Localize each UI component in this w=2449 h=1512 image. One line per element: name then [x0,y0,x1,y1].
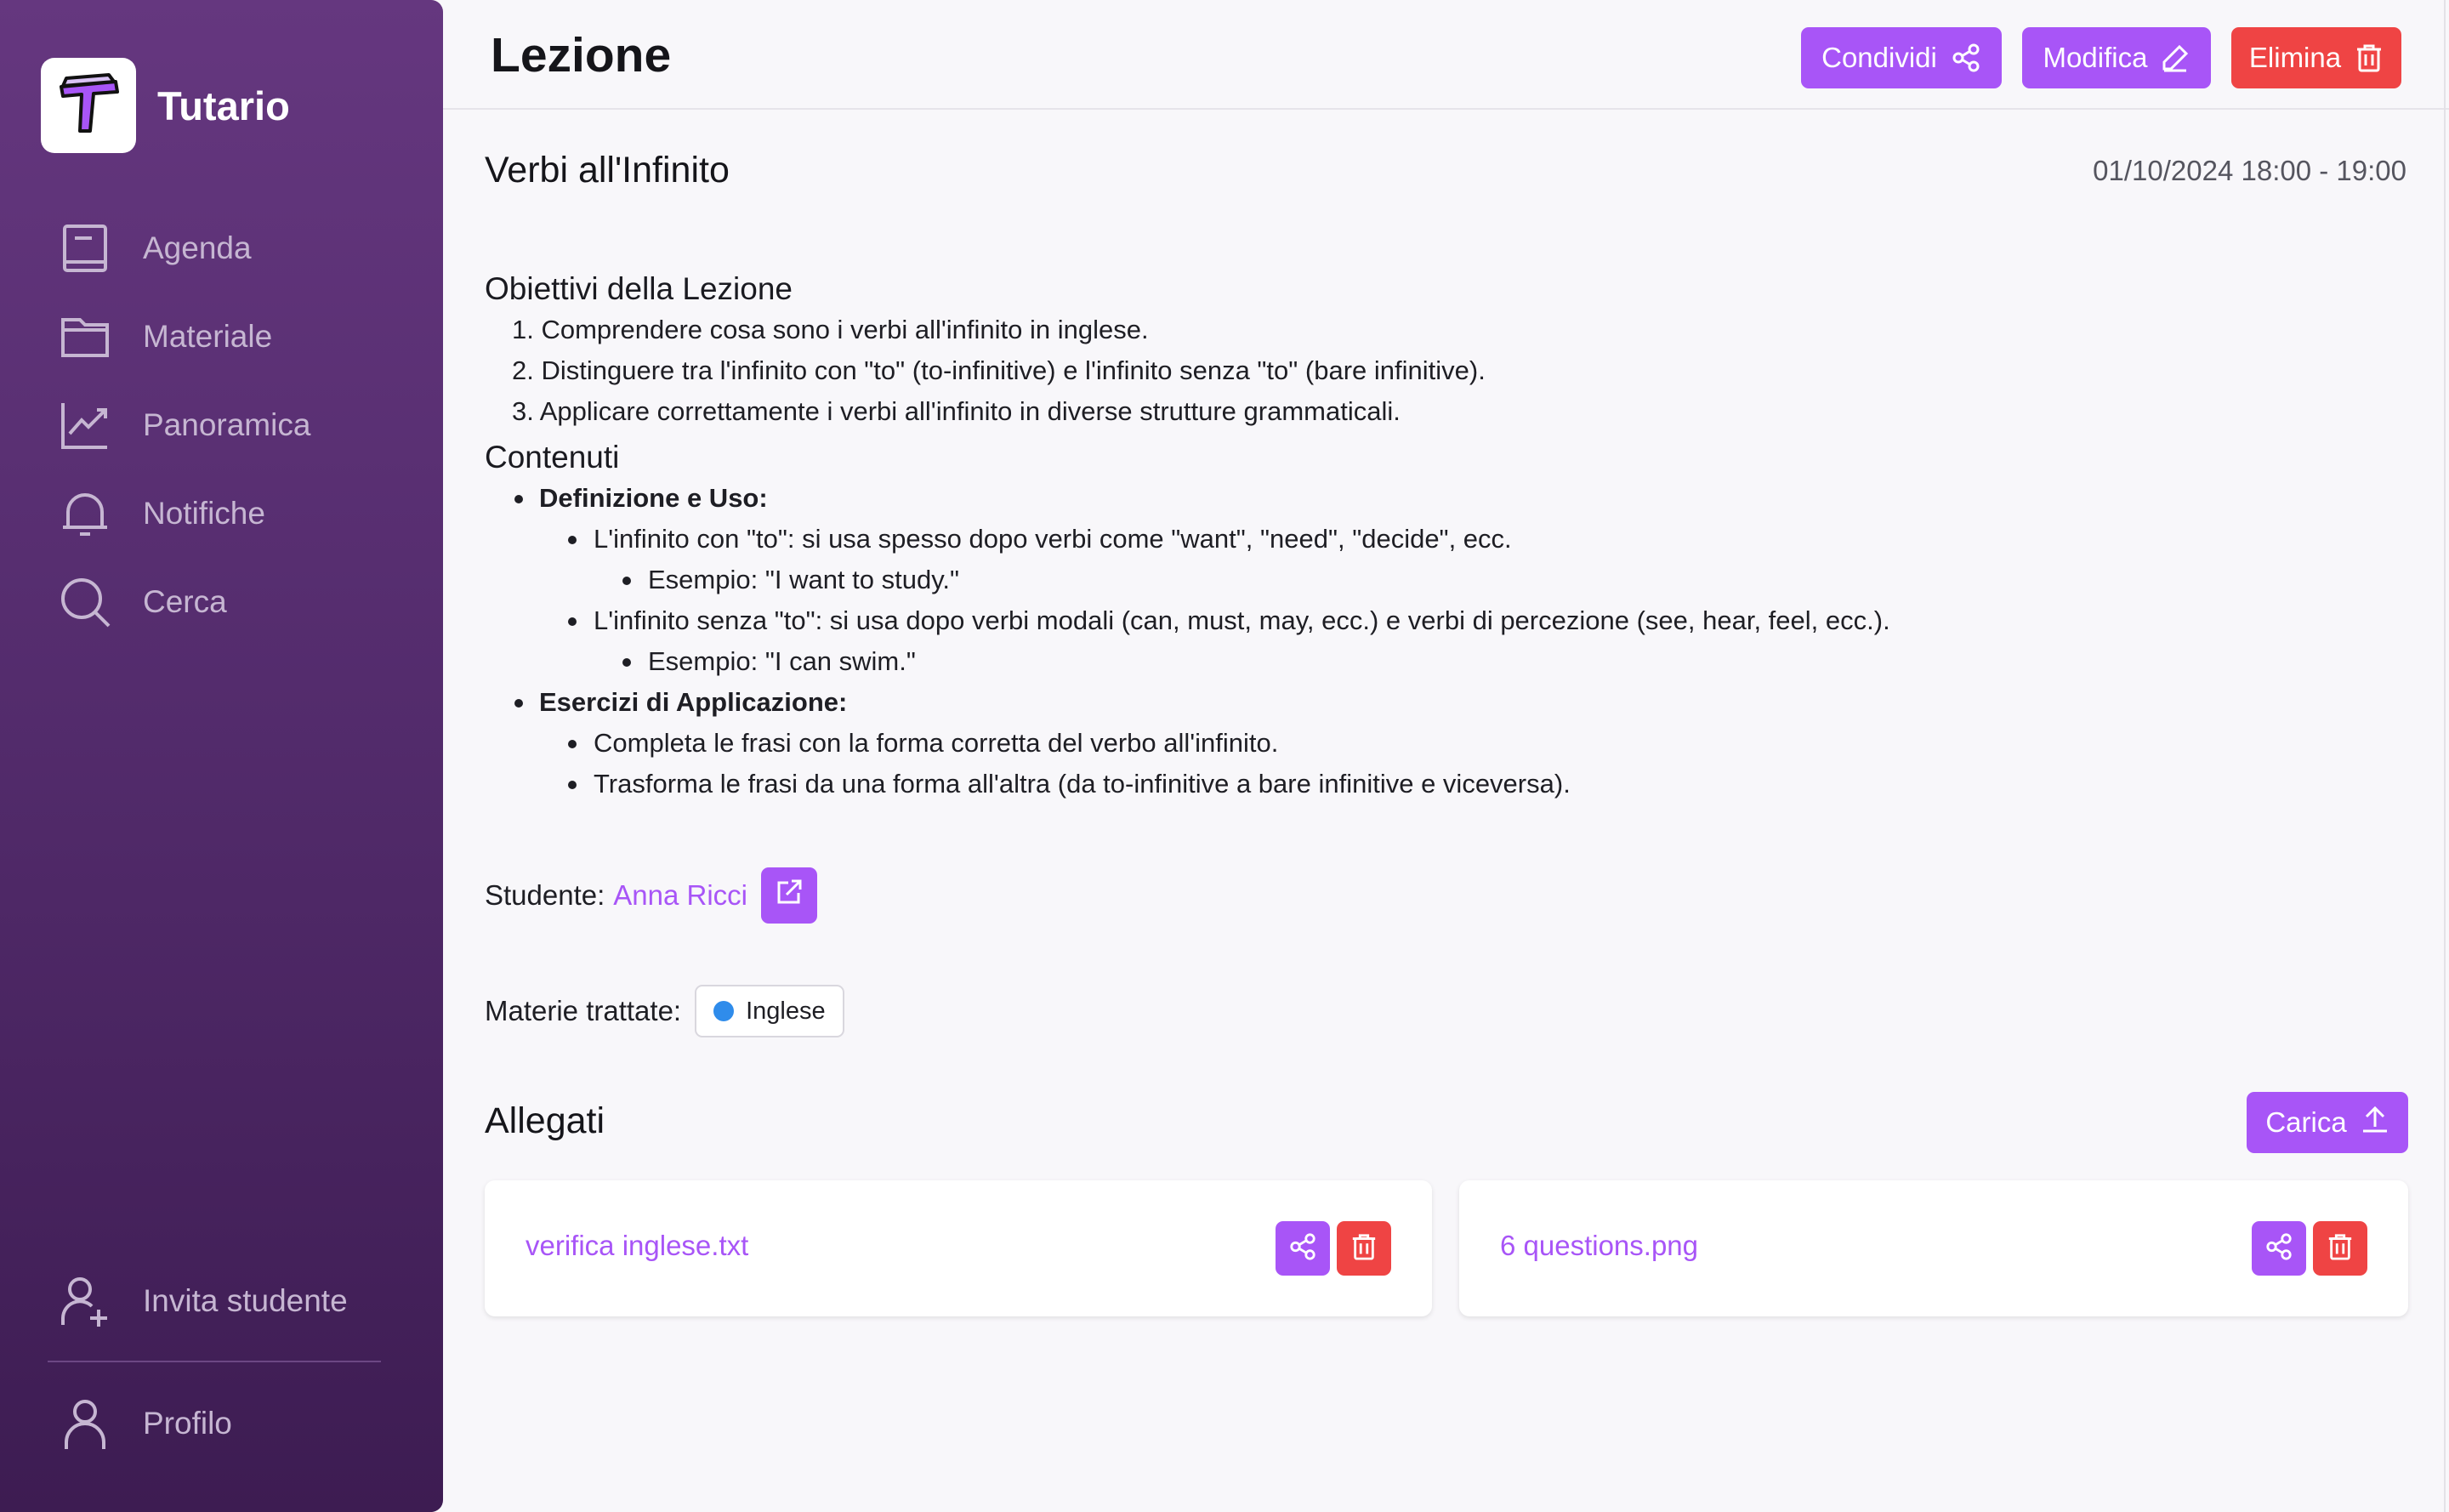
objectives-list [485,310,2355,432]
upload-icon [2361,1105,2389,1140]
chart-line-icon [54,395,116,456]
sidebar-item-profilo[interactable] [54,1390,412,1458]
trash-icon [2355,43,2384,72]
list-item: Trasforma le frasi da una forma all'altra (da to-infinitive a bare infinitive e viceversa). [485,764,2355,804]
student-row [485,867,817,924]
book-icon [54,218,116,279]
delete-button-label: Elimina [2248,42,2342,73]
lesson-description [485,269,2355,804]
sidebar-item-materiale[interactable] [54,303,412,371]
delete-attachment-button[interactable] [1337,1221,1391,1276]
folder-icon [54,306,116,367]
trash-icon [1350,1233,1378,1265]
window-edge [2444,0,2446,1512]
tutario-logo-icon [41,58,136,153]
list-item: Esempio: "I can swim." [485,641,2355,682]
share-icon [2264,1232,2293,1265]
subject-name: Inglese [746,997,826,1025]
subject-color-dot [713,1001,734,1021]
sidebar-item-label: Notifiche [143,496,265,531]
page-header [443,0,2449,110]
share-attachment-button[interactable] [2252,1221,2306,1276]
sidebar-item-label: Panoramica [143,407,311,442]
edit-button-label: Modifica [2043,42,2148,73]
list-item: 3. Applicare correttamente i verbi all'infinito in diverse strutture grammaticali. [512,396,1401,426]
attachment-link[interactable]: 6 questions.png [1500,1230,1699,1261]
edit-button[interactable] [2022,27,2211,88]
list-item: Definizione e Uso: [485,478,2355,519]
list-item: Esercizi di Applicazione: [485,682,2355,723]
share-attachment-button[interactable] [1276,1221,1330,1276]
delete-button[interactable] [2231,27,2401,88]
sidebar-item-notifiche[interactable] [54,480,412,548]
subjects-row [485,985,844,1037]
attachment-card [485,1180,1432,1316]
sidebar-item-agenda[interactable] [54,214,412,282]
contents-heading: Contenuti [485,440,620,475]
attachment-card [1459,1180,2408,1316]
upload-button-label: Carica [2265,1106,2347,1138]
list-item: 2. Distinguere tra l'infinito con "to" (to-infinitive) e l'infinito senza "to" (bare infinitive). [512,355,1486,385]
sidebar-item-label: Profilo [143,1406,232,1441]
trash-icon [2327,1233,2354,1265]
list-item: Esempio: "I want to study." [485,560,2355,600]
sidebar-item-label: Invita studente [143,1283,348,1318]
open-student-button[interactable] [761,867,817,924]
subjects-label: Materie trattate: [485,995,682,1026]
attachment-link[interactable]: verifica inglese.txt [526,1230,749,1261]
list-item: 1. Comprendere cosa sono i verbi all'infinito in inglese. [512,315,1149,344]
sidebar-item-label: Cerca [143,584,227,619]
list-item: Completa le frasi con la forma corretta del verbo all'infinito. [485,723,2355,764]
student-link[interactable]: Anna Ricci [613,879,748,911]
attachments-title: Allegati [485,1100,605,1141]
share-button[interactable] [1801,27,2002,88]
brand[interactable] [41,58,290,153]
lesson-title: Verbi all'Infinito [485,150,730,190]
share-icon [1951,43,1981,73]
user-icon [54,1393,116,1454]
user-plus-icon [54,1270,116,1332]
external-link-icon [775,878,804,913]
list-item: L'infinito senza "to": si usa dopo verbi modali (can, must, may, ecc.) e verbi di percezione (see, hear, feel, ecc.). [485,600,2355,641]
delete-attachment-button[interactable] [2313,1221,2367,1276]
upload-button[interactable] [2247,1092,2408,1153]
lesson-date: 01/10/2024 18:00 - 19:00 [2093,155,2406,186]
share-button-label: Condividi [1821,42,1937,73]
page-title: Lezione [491,28,672,82]
share-icon [1288,1232,1317,1265]
list-item: L'infinito con "to": si usa spesso dopo verbi come "want", "need", "decide", ecc. [485,519,2355,560]
sidebar [0,0,443,1512]
bell-icon [54,483,116,544]
invite-student-button[interactable] [54,1267,412,1335]
sidebar-item-label: Materiale [143,319,273,354]
sidebar-divider [48,1361,381,1362]
app-name: Tutario [157,82,290,128]
student-label: Studente: [485,879,605,911]
sidebar-item-label: Agenda [143,230,252,265]
search-icon [54,571,116,633]
pencil-icon [2161,43,2190,72]
sidebar-item-panoramica[interactable] [54,391,412,459]
sidebar-item-cerca[interactable] [54,568,412,636]
subject-chip[interactable] [695,985,844,1037]
objectives-heading: Obiettivi della Lezione [485,271,793,306]
